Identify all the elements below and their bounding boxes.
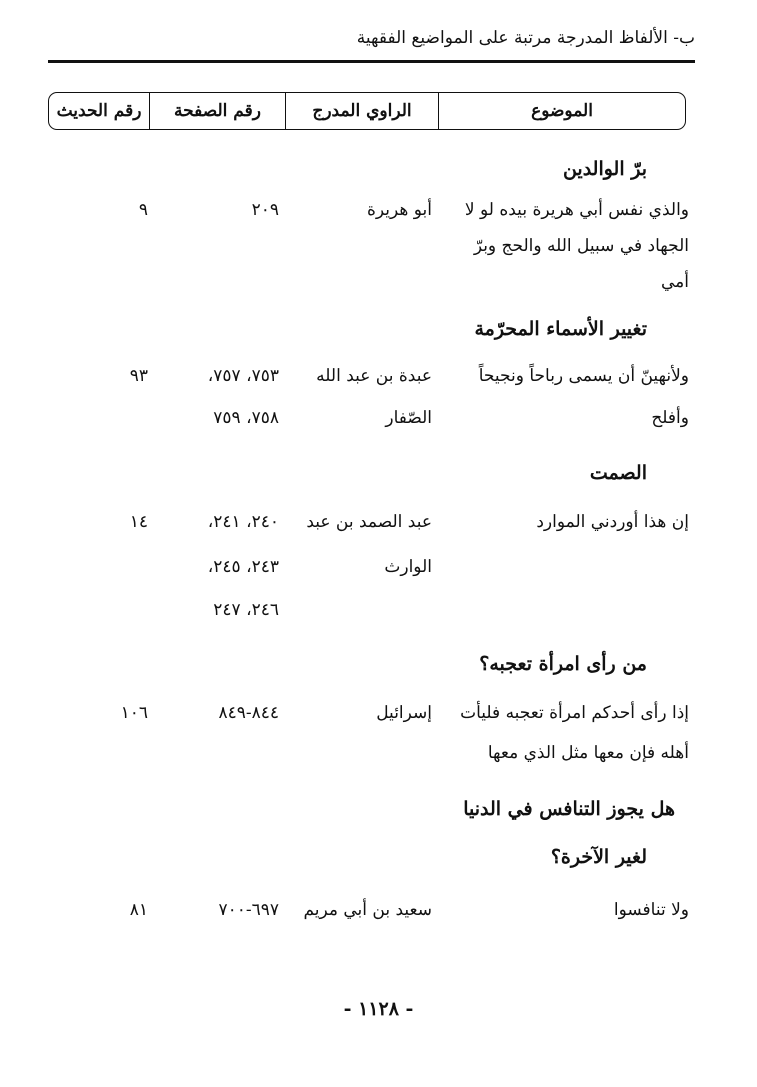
- column-header-topic: الموضوع: [531, 101, 593, 121]
- section-heading: الصمت: [589, 462, 647, 484]
- page-ref-line: ٧٥٨، ٧٥٩: [213, 408, 279, 428]
- hadith-number: ٨١: [129, 900, 148, 920]
- section-heading: برّ الوالدين: [562, 158, 647, 180]
- entry-text-line: إن هذا أوردني الموارد: [536, 512, 689, 532]
- narrator-line: الصّفار: [385, 408, 432, 428]
- section-heading: لغير الآخرة؟: [550, 846, 647, 868]
- hadith-number: ٩: [138, 200, 148, 220]
- entry-text-line: أهله فإن معها مثل الذي معها: [487, 743, 689, 763]
- page-ref-line: ٢٤٣، ٢٤٥،: [207, 557, 279, 577]
- narrator-line: عبد الصمد بن عبد: [306, 512, 432, 532]
- column-header-box: [48, 92, 686, 130]
- entry-text-line: الجهاد في سبيل الله والحج وبرّ: [473, 236, 689, 256]
- section-heading: من رأى امرأة تعجبه؟: [479, 653, 647, 675]
- running-head: ب- الألفاظ المدرجة مرتبة على المواضيع الفقهية: [356, 28, 695, 48]
- entry-text-line: وأفلح: [651, 408, 689, 428]
- hadith-number: ٩٣: [129, 366, 148, 386]
- section-heading: هل يجوز التنافس في الدنيا: [463, 798, 675, 820]
- narrator-line: إسرائيل: [376, 703, 432, 723]
- column-header-hadith-number: رقم الحديث: [49, 93, 150, 129]
- page-ref-line: ٢٠٩: [251, 200, 279, 220]
- page-ref-line: ٦٩٧-٧٠٠: [218, 900, 279, 920]
- entry-text-line: ولأنهينّ أن يسمى رباحاً ونجيحاً: [478, 366, 689, 386]
- hadith-number: ١٤: [129, 512, 148, 532]
- section-heading: تغيير الأسماء المحرّمة: [474, 318, 647, 340]
- page-ref-line: ٧٥٣، ٧٥٧،: [207, 366, 279, 386]
- entry-text-line: ولا تنافسوا: [613, 900, 689, 920]
- column-header-narrator: الراوي المدرج: [286, 93, 439, 129]
- narrator-line: عبدة بن عبد الله: [316, 366, 432, 386]
- header-rule: [48, 60, 695, 63]
- narrator-line: سعيد بن أبي مريم: [303, 900, 432, 920]
- entry-text-line: والذي نفس أبي هريرة بيده لو لا: [464, 200, 689, 220]
- page-ref-line: ٢٤٠، ٢٤١،: [207, 512, 279, 532]
- page-ref-line: ٢٤٦، ٢٤٧: [213, 600, 279, 620]
- entry-text-line: إذا رأى أحدكم امرأة تعجبه فليأت: [460, 703, 689, 723]
- column-header-page-number: رقم الصفحة: [150, 93, 286, 129]
- narrator-line: الوارث: [384, 557, 432, 577]
- page-ref-line: ٨٤٤-٨٤٩: [218, 703, 279, 723]
- page-number: - ١١٢٨ -: [343, 998, 414, 1020]
- entry-text-line: أمي: [661, 272, 689, 292]
- hadith-number: ١٠٦: [120, 703, 148, 723]
- narrator-line: أبو هريرة: [366, 200, 432, 220]
